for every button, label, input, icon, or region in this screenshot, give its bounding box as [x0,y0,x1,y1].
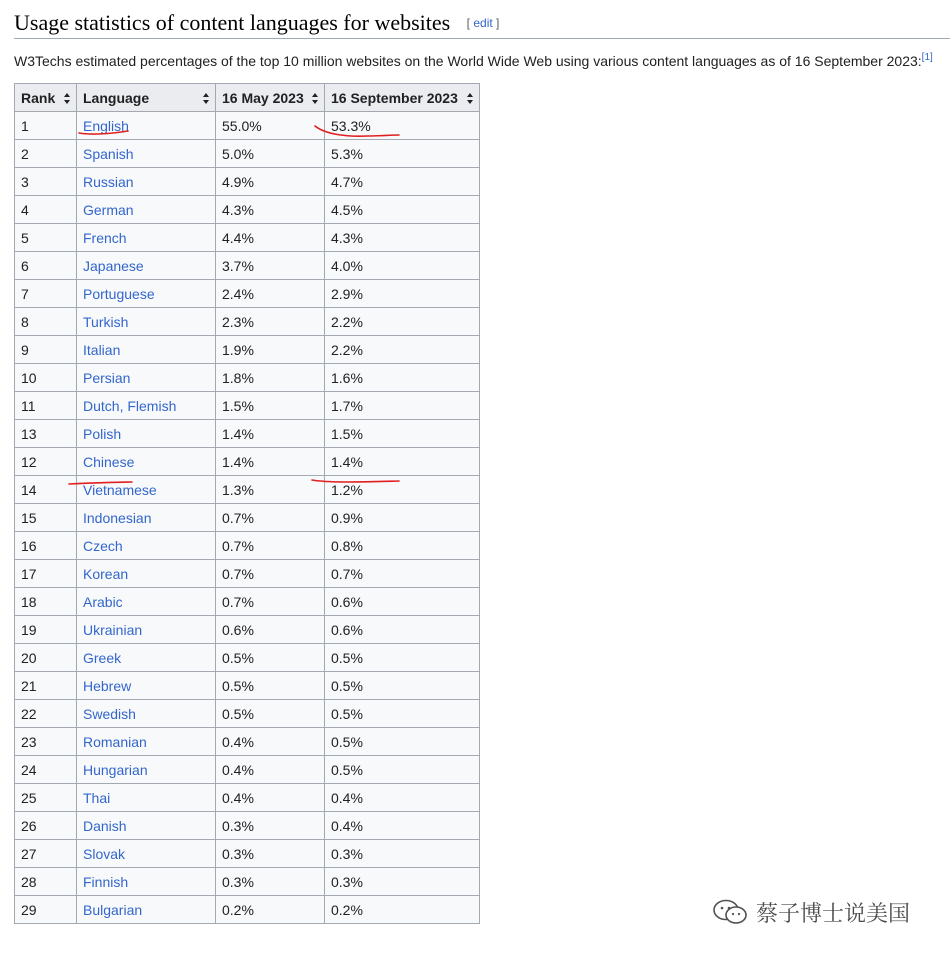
september-2023-cell: 4.7% [325,168,480,196]
language-cell[interactable] [77,168,216,196]
intro-text: W3Techs estimated percentages of the top 10 million websites on the World Wide Web using various content languages as of 16 September 2023: [14,53,922,69]
september-2023-cell: 0.5% [325,672,480,700]
may-2023-cell: 0.4% [216,728,325,756]
september-2023-cell: 53.3% [325,112,480,140]
rank-cell: 10 [15,364,77,392]
rank-cell: 8 [15,308,77,336]
header-rank[interactable] [15,84,77,112]
language-link[interactable]: German [83,201,134,218]
language-cell[interactable] [77,280,216,308]
language-link[interactable]: Russian [83,173,134,190]
table-row [15,784,480,812]
september-2023-cell: 5.3% [325,140,480,168]
table-row [15,896,480,924]
september-2023-cell: 0.3% [325,868,480,896]
september-2023-cell: 0.7% [325,560,480,588]
may-2023-cell: 0.5% [216,672,325,700]
september-2023-cell: 2.2% [325,308,480,336]
may-2023-cell: 0.2% [216,896,325,924]
table-row [15,280,480,308]
rank-cell: 21 [15,672,77,700]
language-cell[interactable] [77,420,216,448]
may-2023-cell: 0.7% [216,588,325,616]
sort-icon[interactable] [312,93,318,104]
rank-cell: 6 [15,252,77,280]
table-row [15,168,480,196]
table-row [15,224,480,252]
table-row [15,364,480,392]
may-2023-cell: 5.0% [216,140,325,168]
language-link[interactable]: Ukrainian [83,621,143,638]
rank-cell: 19 [15,616,77,644]
september-2023-cell: 1.6% [325,364,480,392]
rank-cell: 3 [15,168,77,196]
language-link[interactable]: Czech [83,537,123,554]
edit-open-bracket: [ [466,16,474,30]
rank-cell: 24 [15,756,77,784]
may-2023-cell: 1.8% [216,364,325,392]
language-cell[interactable] [77,700,216,728]
table-row [15,140,480,168]
language-link[interactable]: French [83,229,127,246]
table-row [15,336,480,364]
section-title: Usage statistics of content languages for websites [14,10,451,35]
language-usage-table [14,83,480,924]
header-rank-label: Rank [21,89,56,106]
language-link[interactable]: Portuguese [83,285,155,302]
september-2023-cell: 1.2% [325,476,480,504]
september-2023-cell: 1.4% [325,448,480,476]
language-cell[interactable] [77,308,216,336]
rank-cell: 13 [15,420,77,448]
may-2023-cell: 2.3% [216,308,325,336]
language-link[interactable]: Polish [83,425,122,442]
table-row [15,392,480,420]
rank-cell: 7 [15,280,77,308]
may-2023-cell: 0.7% [216,504,325,532]
may-2023-cell: 4.9% [216,168,325,196]
rank-cell: 18 [15,588,77,616]
table-row [15,532,480,560]
rank-cell: 2 [15,140,77,168]
september-2023-cell: 0.5% [325,700,480,728]
table-row [15,560,480,588]
rank-cell: 15 [15,504,77,532]
may-2023-cell: 1.4% [216,420,325,448]
sort-icon[interactable] [203,93,209,104]
table-row [15,868,480,896]
may-2023-cell: 1.4% [216,448,325,476]
language-cell[interactable] [77,112,216,140]
language-link[interactable]: Arabic [83,593,123,610]
sort-icon[interactable] [64,93,70,104]
september-2023-cell: 4.3% [325,224,480,252]
language-cell[interactable] [77,532,216,560]
table-row [15,700,480,728]
header-may-label: 16 May 2023 [222,89,304,106]
language-link[interactable]: Bulgarian [83,901,143,918]
language-cell[interactable] [77,644,216,672]
watermark [712,898,910,926]
language-cell[interactable] [77,672,216,700]
may-2023-cell: 1.3% [216,476,325,504]
language-cell[interactable] [77,812,216,840]
may-2023-cell: 0.7% [216,560,325,588]
language-cell[interactable] [77,840,216,868]
intro-paragraph [14,49,950,70]
sort-icon[interactable] [467,93,473,104]
may-2023-cell: 4.3% [216,196,325,224]
may-2023-cell: 0.5% [216,700,325,728]
may-2023-cell: 0.6% [216,616,325,644]
table-header-row [15,84,480,112]
language-cell[interactable] [77,784,216,812]
table-row [15,308,480,336]
table-row [15,644,480,672]
september-2023-cell: 1.5% [325,420,480,448]
language-link[interactable]: Hungarian [83,761,148,778]
may-2023-cell: 0.4% [216,756,325,784]
language-cell[interactable] [77,448,216,476]
september-2023-cell: 1.7% [325,392,480,420]
section-heading [14,8,950,39]
may-2023-cell: 1.5% [216,392,325,420]
language-link[interactable]: Persian [83,369,131,386]
language-cell[interactable] [77,560,216,588]
rank-cell: 9 [15,336,77,364]
language-link[interactable]: Chinese [83,453,135,470]
rank-cell: 23 [15,728,77,756]
rank-cell: 5 [15,224,77,252]
language-cell[interactable] [77,392,216,420]
may-2023-cell: 0.3% [216,812,325,840]
rank-cell: 26 [15,812,77,840]
language-link[interactable]: Danish [83,817,127,834]
september-2023-cell: 0.2% [325,896,480,924]
table-row [15,476,480,504]
may-2023-cell: 0.3% [216,868,325,896]
wechat-icon [712,898,748,926]
september-2023-cell: 0.5% [325,728,480,756]
language-link[interactable]: Italian [83,341,121,358]
table-row [15,728,480,756]
may-2023-cell: 0.5% [216,644,325,672]
reference-link[interactable]: [1] [921,52,933,63]
september-2023-cell: 0.5% [325,644,480,672]
language-link[interactable]: Korean [83,565,129,582]
table-row [15,420,480,448]
language-link[interactable]: Vietnamese [83,481,157,498]
rank-cell: 22 [15,700,77,728]
language-link[interactable]: Indonesian [83,509,152,526]
language-link[interactable]: Hebrew [83,677,132,694]
language-link[interactable]: Thai [83,789,111,806]
may-2023-cell: 4.4% [216,224,325,252]
language-cell[interactable] [77,616,216,644]
rank-cell: 14 [15,476,77,504]
may-2023-cell: 3.7% [216,252,325,280]
language-cell[interactable] [77,868,216,896]
september-2023-cell: 4.5% [325,196,480,224]
rank-cell: 27 [15,840,77,868]
may-2023-cell: 0.7% [216,532,325,560]
table-row [15,812,480,840]
language-link[interactable]: Turkish [83,313,129,330]
september-2023-cell: 2.2% [325,336,480,364]
language-cell[interactable] [77,896,216,924]
may-2023-cell: 0.3% [216,840,325,868]
language-cell[interactable] [77,252,216,280]
language-cell[interactable] [77,224,216,252]
table-row [15,756,480,784]
rank-cell: 25 [15,784,77,812]
rank-cell: 16 [15,532,77,560]
september-2023-cell: 0.4% [325,784,480,812]
language-cell[interactable] [77,588,216,616]
rank-cell: 12 [15,448,77,476]
table-row [15,196,480,224]
table-row [15,252,480,280]
september-2023-cell: 0.3% [325,840,480,868]
header-september-2023[interactable] [325,84,480,112]
language-link[interactable]: Romanian [83,733,147,750]
language-cell[interactable] [77,196,216,224]
september-2023-cell: 0.9% [325,504,480,532]
header-language-label: Language [83,89,150,106]
language-link[interactable]: Japanese [83,257,144,274]
may-2023-cell: 2.4% [216,280,325,308]
rank-cell: 17 [15,560,77,588]
rank-cell: 28 [15,868,77,896]
table-body [15,112,480,924]
header-may-2023[interactable] [216,84,325,112]
table-row [15,504,480,532]
edit-section [467,16,500,30]
language-cell[interactable] [77,476,216,504]
may-2023-cell: 55.0% [216,112,325,140]
september-2023-cell: 0.6% [325,588,480,616]
language-link[interactable]: Greek [83,649,122,666]
language-link[interactable]: Slovak [83,845,126,862]
september-2023-cell: 0.4% [325,812,480,840]
watermark-text: 蔡子博士说美国 [756,900,911,926]
table-row [15,448,480,476]
language-cell[interactable] [77,504,216,532]
rank-cell: 20 [15,644,77,672]
may-2023-cell: 0.4% [216,784,325,812]
language-cell[interactable] [77,336,216,364]
language-link[interactable]: English [83,117,129,134]
language-cell[interactable] [77,756,216,784]
header-september-label: 16 September 2023 [331,89,458,106]
rank-cell: 4 [15,196,77,224]
language-link[interactable]: Dutch, Flemish [83,397,177,414]
language-link[interactable]: Spanish [83,145,134,162]
table-row [15,616,480,644]
language-link[interactable]: Finnish [83,873,129,890]
rank-cell: 1 [15,112,77,140]
edit-link[interactable]: edit [473,16,493,30]
table-row [15,840,480,868]
september-2023-cell: 4.0% [325,252,480,280]
header-language[interactable] [77,84,216,112]
language-link[interactable]: Swedish [83,705,136,722]
september-2023-cell: 2.9% [325,280,480,308]
september-2023-cell: 0.6% [325,616,480,644]
rank-cell: 29 [15,896,77,924]
september-2023-cell: 0.8% [325,532,480,560]
language-cell[interactable] [77,364,216,392]
language-cell[interactable] [77,728,216,756]
edit-close-bracket: ] [492,16,500,30]
table-row [15,588,480,616]
september-2023-cell: 0.5% [325,756,480,784]
rank-cell: 11 [15,392,77,420]
table-row [15,112,480,140]
may-2023-cell: 1.9% [216,336,325,364]
language-cell[interactable] [77,140,216,168]
table-row [15,672,480,700]
